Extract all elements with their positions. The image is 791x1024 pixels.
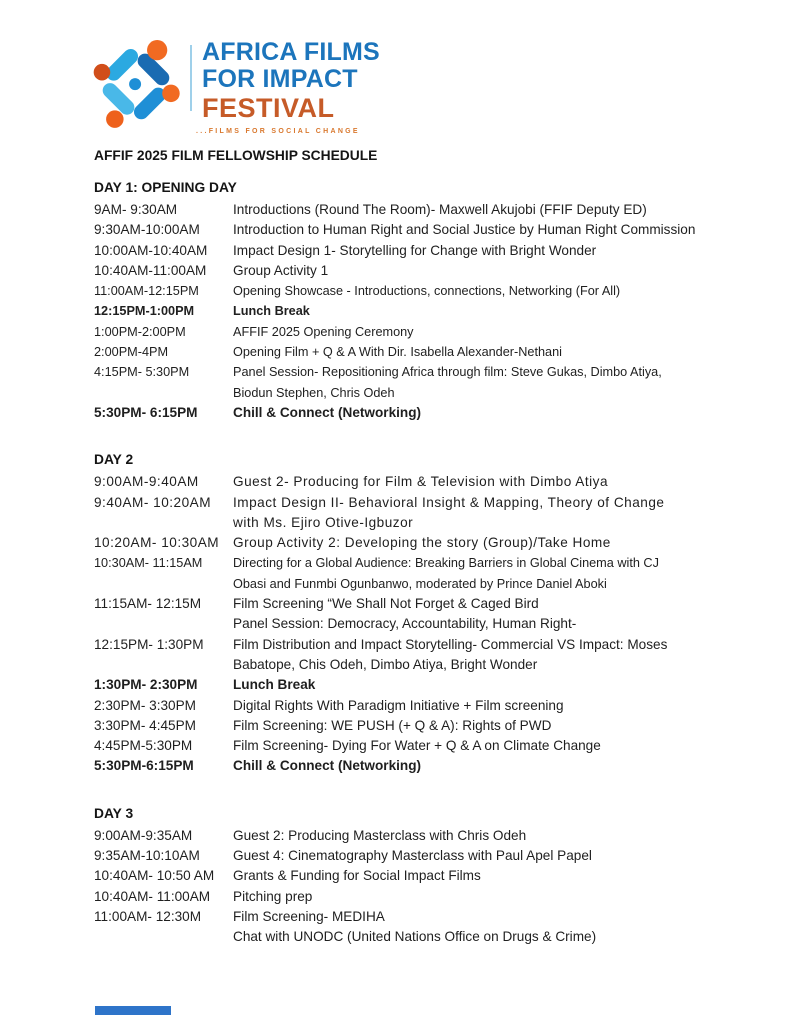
session-description bbox=[233, 533, 724, 553]
logo-line-2: FOR IMPACT bbox=[202, 65, 358, 93]
session-line: Chill & Connect (Networking) bbox=[233, 758, 422, 774]
session-description bbox=[233, 887, 724, 907]
session-line: Film Screening: WE PUSH (+ Q & A): Rights of PWD bbox=[233, 717, 552, 733]
session-description bbox=[233, 362, 724, 403]
schedule-row bbox=[94, 887, 724, 907]
session-description bbox=[233, 301, 724, 321]
session-description bbox=[233, 553, 724, 594]
time-slot: 5:30PM- 6:15PM bbox=[94, 404, 198, 420]
session-line: Chat with UNODC (United Nations Office on Drugs & Crime) bbox=[233, 929, 597, 945]
session-line: Film Screening- MEDIHA bbox=[233, 908, 385, 924]
schedule-row bbox=[94, 675, 724, 695]
session-description bbox=[233, 716, 724, 736]
session-description bbox=[233, 866, 724, 886]
time-slot: 1:30PM- 2:30PM bbox=[94, 677, 198, 693]
schedule-row bbox=[94, 281, 724, 301]
time-slot: 12:15PM-1:00PM bbox=[94, 304, 195, 319]
schedule-row bbox=[94, 553, 724, 594]
session-line: Grants & Funding for Social Impact Films bbox=[233, 868, 481, 884]
schedule-row bbox=[94, 261, 724, 281]
session-description bbox=[233, 675, 724, 695]
session-line: Obasi and Funmbi Ogunbanwo, moderated by Prince Daniel Aboki bbox=[233, 576, 607, 591]
day-section bbox=[94, 804, 724, 948]
logo-line-3: FESTIVAL bbox=[202, 93, 335, 123]
session-line: Introduction to Human Right and Social Justice by Human Right Commission bbox=[233, 222, 696, 238]
time-slot: 9:40AM- 10:20AM bbox=[94, 494, 212, 510]
session-line: with Ms. Ejiro Otive-Igbuzor bbox=[233, 514, 414, 530]
schedule-row bbox=[94, 342, 724, 362]
day-heading: DAY 2 bbox=[94, 452, 134, 468]
session-line: Panel Session- Repositioning Africa through film: Steve Gukas, Dimbo Atiya, bbox=[233, 365, 662, 380]
logo-divider bbox=[190, 45, 192, 111]
session-line: Film Screening- Dying For Water + Q & A on Climate Change bbox=[233, 738, 601, 754]
time-slot: 9:30AM-10:00AM bbox=[94, 222, 200, 238]
schedule-content bbox=[94, 146, 724, 975]
session-description bbox=[233, 281, 724, 301]
time-slot: 12:15PM- 1:30PM bbox=[94, 636, 204, 652]
day-heading: DAY 3 bbox=[94, 805, 134, 821]
time-slot: 11:00AM- 12:30M bbox=[94, 908, 202, 924]
session-line: Digital Rights With Paradigm Initiative + Film screening bbox=[233, 697, 564, 713]
session-line: Film Screening “We Shall Not Forget & Caged Bird bbox=[233, 596, 539, 612]
session-line: Pitching prep bbox=[233, 888, 313, 904]
time-slot: 2:00PM-4PM bbox=[94, 345, 169, 360]
session-line: Guest 4: Cinematography Masterclass with Paul Apel Papel bbox=[233, 848, 592, 864]
day-section bbox=[94, 450, 724, 776]
time-slot: 5:30PM-6:15PM bbox=[94, 758, 194, 774]
session-line: Impact Design II- Behavioral Insight & Mapping, Theory of Change bbox=[233, 494, 665, 510]
session-description bbox=[233, 907, 724, 948]
time-slot: 9:00AM-9:40AM bbox=[94, 474, 199, 490]
session-line: Guest 2- Producing for Film & Television with Dimbo Atiya bbox=[233, 474, 609, 490]
schedule-row bbox=[94, 533, 724, 553]
time-slot: 4:15PM- 5:30PM bbox=[94, 365, 190, 380]
session-line: Lunch Break bbox=[233, 677, 316, 693]
schedule-row bbox=[94, 736, 724, 756]
schedule-sections bbox=[94, 178, 724, 948]
session-description bbox=[233, 342, 724, 362]
document-title: AFFIF 2025 FILM FELLOWSHIP SCHEDULE bbox=[94, 148, 378, 163]
session-line: Panel Session: Democracy, Accountability, Human Right- bbox=[233, 616, 577, 632]
schedule-row bbox=[94, 846, 724, 866]
schedule-row bbox=[94, 696, 724, 716]
session-description bbox=[233, 403, 724, 423]
time-slot: 9:00AM-9:35AM bbox=[94, 827, 193, 843]
time-slot: 10:40AM- 11:00AM bbox=[94, 888, 211, 904]
session-line: Directing for a Global Audience: Breaking Barriers in Global Cinema with CJ bbox=[233, 556, 659, 571]
session-description bbox=[233, 846, 724, 866]
schedule-row bbox=[94, 594, 724, 635]
time-slot: 3:30PM- 4:45PM bbox=[94, 717, 196, 733]
session-line: Impact Design 1- Storytelling for Change with Bright Wonder bbox=[233, 242, 597, 258]
affif-logo bbox=[90, 36, 380, 136]
time-slot: 11:15AM- 12:15M bbox=[94, 596, 202, 612]
session-description bbox=[233, 696, 724, 716]
logo-text bbox=[196, 37, 380, 135]
session-description bbox=[233, 493, 724, 534]
time-slot: 2:30PM- 3:30PM bbox=[94, 697, 196, 713]
session-description bbox=[233, 241, 724, 261]
schedule-row bbox=[94, 200, 724, 220]
day-heading: DAY 1: OPENING DAY bbox=[94, 180, 237, 195]
schedule-row bbox=[94, 362, 724, 403]
schedule-row bbox=[94, 322, 724, 342]
session-line: Group Activity 1 bbox=[233, 262, 329, 278]
schedule-row bbox=[94, 301, 724, 321]
time-slot: 10:20AM- 10:30AM bbox=[94, 535, 220, 551]
session-description bbox=[233, 594, 724, 635]
session-description bbox=[233, 220, 724, 240]
session-description bbox=[233, 261, 724, 281]
logo-tagline: ...FILMS FOR SOCIAL CHANGE bbox=[196, 128, 360, 135]
session-description bbox=[233, 322, 724, 342]
session-line: Chill & Connect (Networking) bbox=[233, 404, 422, 420]
schedule-row bbox=[94, 635, 724, 676]
time-slot: 10:40AM- 10:50 AM bbox=[94, 868, 215, 884]
time-slot: 11:00AM-12:15PM bbox=[94, 284, 199, 299]
session-line: Babatope, Chis Odeh, Dimbo Atiya, Bright Wonder bbox=[233, 656, 538, 672]
session-description bbox=[233, 756, 724, 776]
time-slot: 9AM- 9:30AM bbox=[94, 202, 178, 217]
session-description bbox=[233, 472, 724, 492]
affif-flower-logo-icon bbox=[90, 36, 182, 136]
time-slot: 4:45PM-5:30PM bbox=[94, 738, 193, 754]
time-slot: 10:00AM-10:40AM bbox=[94, 242, 208, 258]
schedule-row bbox=[94, 866, 724, 886]
session-line: Opening Showcase - Introductions, connections, Networking (For All) bbox=[233, 284, 621, 299]
schedule-row bbox=[94, 220, 724, 240]
session-description bbox=[233, 736, 724, 756]
time-slot: 10:30AM- 11:15AM bbox=[94, 556, 203, 571]
schedule-row bbox=[94, 826, 724, 846]
day-section bbox=[94, 178, 724, 423]
footer-accent-bar bbox=[95, 1006, 171, 1015]
logo-line-1: AFRICA FILMS bbox=[202, 38, 380, 66]
session-description bbox=[233, 200, 724, 220]
schedule-row bbox=[94, 756, 724, 776]
session-line: Introductions (Round The Room)- Maxwell Akujobi (FFIF Deputy ED) bbox=[233, 202, 647, 217]
session-description bbox=[233, 635, 724, 676]
schedule-row bbox=[94, 493, 724, 534]
session-line: AFFIF 2025 Opening Ceremony bbox=[233, 324, 414, 339]
schedule-row bbox=[94, 241, 724, 261]
schedule-row bbox=[94, 716, 724, 736]
schedule-row bbox=[94, 472, 724, 492]
session-line: Group Activity 2: Developing the story (Group)/Take Home bbox=[233, 535, 611, 551]
session-line: Guest 2: Producing Masterclass with Chris Odeh bbox=[233, 827, 527, 843]
session-line: Lunch Break bbox=[233, 304, 310, 319]
schedule-row bbox=[94, 907, 724, 948]
session-line: Opening Film + Q & A With Dir. Isabella Alexander-Nethani bbox=[233, 345, 562, 360]
session-description bbox=[233, 826, 724, 846]
time-slot: 10:40AM-11:00AM bbox=[94, 262, 207, 278]
session-line: Film Distribution and Impact Storytelling- Commercial VS Impact: Moses bbox=[233, 636, 668, 652]
schedule-row bbox=[94, 403, 724, 423]
time-slot: 9:35AM-10:10AM bbox=[94, 848, 200, 864]
time-slot: 1:00PM-2:00PM bbox=[94, 324, 186, 339]
session-line: Biodun Stephen, Chris Odeh bbox=[233, 385, 395, 400]
